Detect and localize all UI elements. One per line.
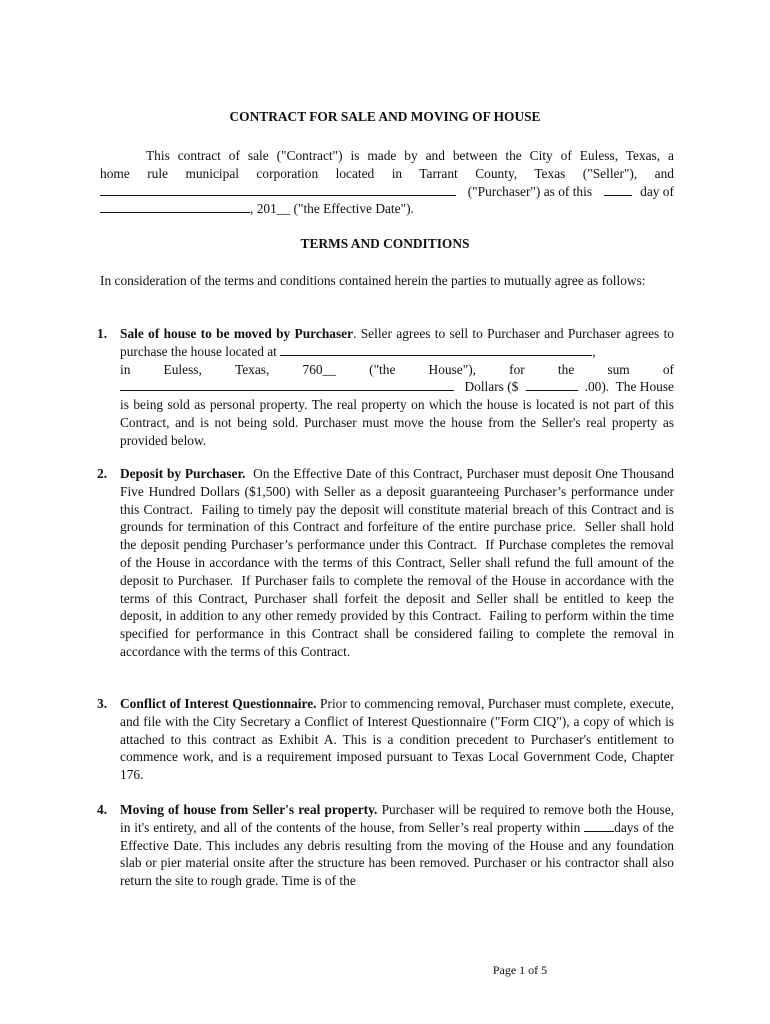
clause-number: 3. — [97, 696, 108, 711]
price-number-blank[interactable] — [526, 389, 578, 391]
days-blank[interactable] — [584, 830, 614, 832]
effective-date-label: , 201__ ("the Effective Date"). — [250, 201, 414, 217]
row-word: sum — [607, 361, 630, 377]
clause-heading: Deposit by Purchaser. — [120, 466, 246, 481]
clause-number: 2. — [97, 466, 108, 481]
consideration-paragraph: In consideration of the terms and conditions contained herein the parties to mutually agree as follows: — [100, 273, 646, 288]
row-word: House"), — [428, 361, 477, 377]
comma: , — [592, 343, 596, 359]
intro-line-1: This contract of sale ("Contract") is made by and between the City of Euless, Texas, a — [146, 148, 674, 163]
intro-paragraph — [100, 147, 674, 218]
row-word: 760__ — [302, 361, 336, 377]
clause-text: is being sold as personal property. The real property on which the house is located is not part of this Contract, and is not being sold. Purchaser must move the house from the Seller's real property as provided below. — [120, 397, 674, 448]
clause-body — [120, 695, 674, 784]
row-word: for — [509, 361, 525, 377]
clause-2 — [97, 465, 678, 661]
intro-line-4 — [100, 200, 674, 218]
intro-line-3 — [100, 183, 674, 201]
price-words-blank[interactable] — [120, 389, 454, 391]
intro-line-2: home rule municipal corporation located in Tarrant County, Texas ("Seller"), and — [100, 165, 674, 181]
house-label: .00). The House — [584, 379, 674, 395]
terms-heading: TERMS AND CONDITIONS — [300, 236, 470, 251]
clause-text: . Seller agrees to sell to Purchaser and Purchaser agrees to purchase the house located at — [120, 326, 674, 359]
row-word: ("the — [369, 361, 396, 377]
clause-body — [120, 465, 678, 661]
clause-heading: Sale of house to be moved by Purchaser — [120, 326, 354, 341]
row-word: in — [120, 361, 131, 377]
row-word: Texas, — [234, 361, 270, 377]
clause-number: 1. — [97, 326, 108, 341]
clause-text: Prior to commencing removal, Purchaser must complete, execute, and file with the City Secretary a Conflict of Interest Questionnaire ("Form CIQ"), a copy of which is attached to this contract as Exhibit A. This is a condition precedent to Purchaser's entitlement to commence work, and is a requirement imposed pursuant to Texas Local Government Code, Chapter 176. — [120, 696, 674, 783]
clause-1-row-3 — [120, 361, 674, 379]
row-word: the — [557, 361, 575, 377]
clause-text: days of the Effective Date. This includes any debris resulting from the moving of the House and any foundation slab or pier material onsite after the structure has been removed. Purchaser or his contractor shall also return the site to rough grade. Time is of the — [120, 819, 674, 889]
row-word: of — [662, 361, 674, 377]
page-number: Page 1 of 5 — [492, 963, 548, 977]
clause-body — [120, 325, 674, 450]
clause-heading: Conflict of Interest Questionnaire. — [120, 696, 317, 711]
clause-4 — [97, 801, 674, 890]
purchaser-label: ("Purchaser") as of this — [464, 183, 596, 199]
clause-3 — [97, 695, 674, 784]
clause-heading: Moving of house from Seller's real property. — [120, 802, 378, 817]
clause-1-row-4 — [120, 378, 674, 396]
day-blank[interactable] — [604, 194, 632, 196]
clause-text: Purchaser will be required to remove both the House, in it's entirety, and all of the contents of the house, from Seller’s real property within — [120, 802, 674, 835]
day-of-label: day of — [640, 183, 674, 199]
document-title: CONTRACT FOR SALE AND MOVING OF HOUSE — [229, 109, 541, 124]
purchaser-name-blank[interactable] — [100, 194, 456, 196]
clause-body — [120, 801, 674, 890]
clause-text: On the Effective Date of this Contract, Purchaser must deposit One Thousand Five Hundred Dollars ($1,500) with Seller as a deposit guaranteeing Purchaser’s performance under this Contract. Failing to timely pay the deposit will constitute material breach of this Contract and is grounds for termination of this Contract and forfeiture of the entire purchase price. Seller shall hold the deposit pending Purchaser’s performance under this Contract. If Purchase completes the removal of the House in accordance with the terms of this Contract, Seller shall refund the full amount of the deposit to Purchaser. If Purchaser fails to complete the removal of the House in accordance with the terms of this Contract, Purchaser shall forfeit the deposit and Seller shall be entitled to keep the deposit, in addition to any other remedy provided by this Contract. Failing to perform within the time specified for performance in this Contract shall be considered failing to complete the removal in accordance with the terms of this Contract. — [120, 466, 678, 659]
row-word: Euless, — [163, 361, 202, 377]
dollars-label: Dollars ($ — [461, 379, 519, 395]
house-address-blank[interactable] — [280, 354, 592, 356]
month-blank[interactable] — [100, 211, 250, 213]
clause-number: 4. — [97, 802, 108, 817]
clause-1 — [97, 325, 674, 450]
